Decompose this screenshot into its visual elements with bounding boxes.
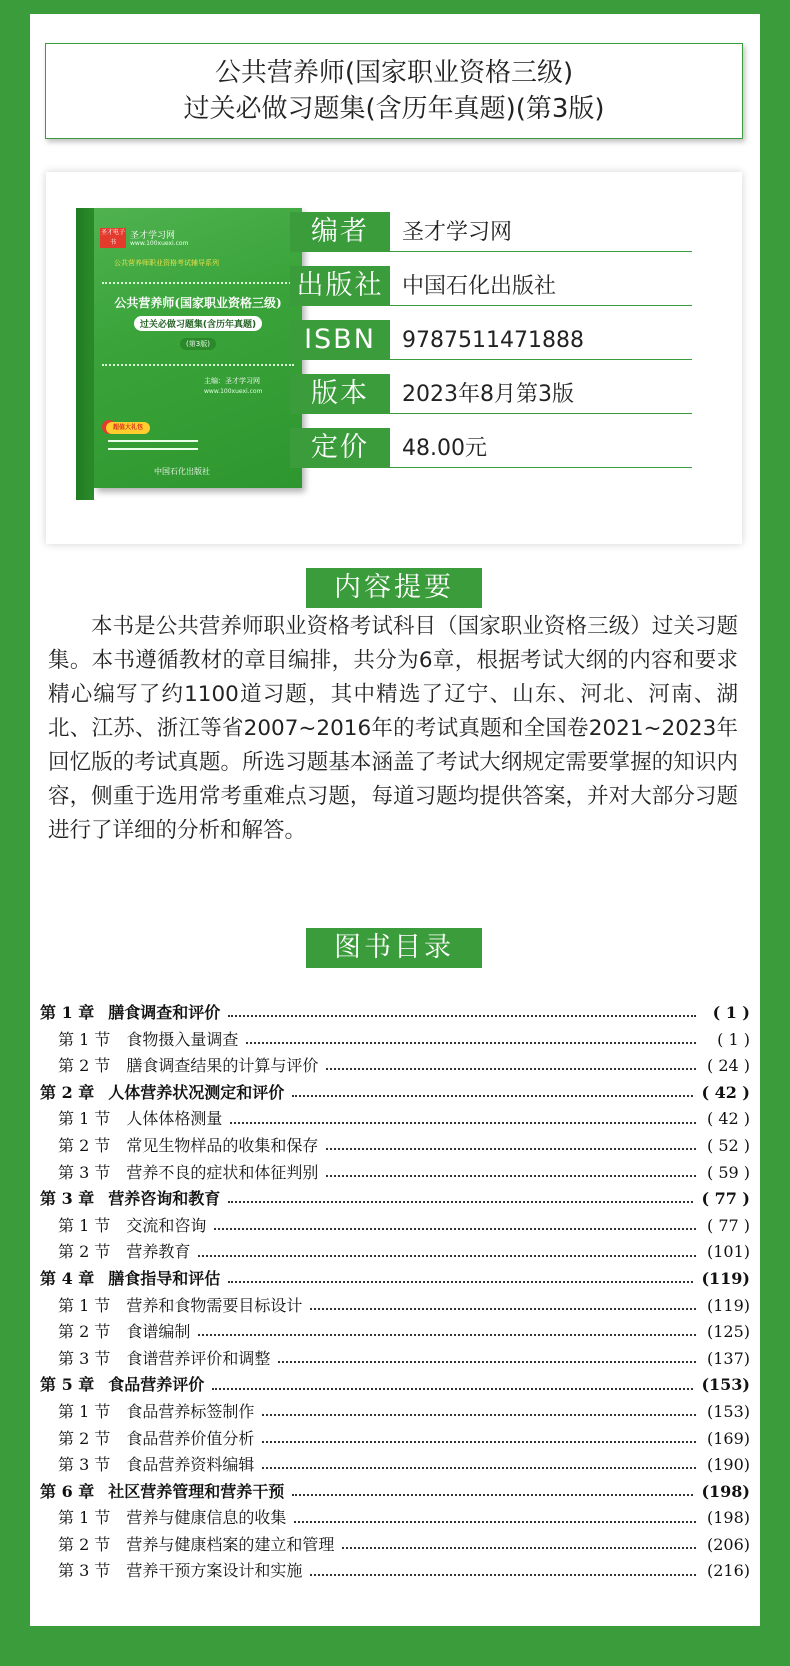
info-row-edition — [290, 374, 692, 414]
toc-leader-dots — [228, 1015, 696, 1017]
cover-decoration-lines — [108, 440, 198, 456]
toc-number: 第 1 节 — [58, 1215, 111, 1235]
toc-section-row — [40, 1319, 750, 1346]
toc-section-row — [40, 1053, 750, 1080]
toc-title: 膳食调查和评价 — [108, 1003, 221, 1022]
info-row-publisher — [290, 266, 692, 306]
toc-number: 第 2 节 — [58, 1242, 111, 1262]
title-line-2: 过关必做习题集(含历年真题)(第3版) — [183, 94, 605, 124]
cover-brand: 圣才学习网 — [130, 231, 176, 241]
toc-leader-dots — [262, 1467, 696, 1469]
toc-section-row — [40, 1399, 750, 1426]
toc-chapter-row — [40, 1266, 750, 1293]
toc-leader-dots — [326, 1068, 696, 1070]
title-line-1: 公共营养师(国家职业资格三级) — [214, 58, 574, 88]
toc-number: 第 1 节 — [58, 1109, 111, 1129]
cover-url: www.100xuexi.com — [204, 388, 263, 395]
toc-page-number: (119) — [701, 1268, 750, 1288]
toc-leader-dots — [228, 1201, 693, 1203]
toc-title: 食品营养价值分析 — [126, 1428, 255, 1448]
toc-number: 第 2 节 — [58, 1056, 111, 1076]
toc-page-number: (206) — [706, 1534, 750, 1554]
toc-section-row — [40, 1558, 750, 1585]
toc-title: 食谱营养评价和调整 — [126, 1348, 271, 1368]
toc-title: 膳食指导和评估 — [108, 1268, 221, 1288]
toc-section-row — [40, 1160, 750, 1187]
toc-leader-dots — [310, 1308, 696, 1310]
toc-title: 膳食调查结果的计算与评价 — [126, 1056, 319, 1076]
toc-leader-dots — [342, 1547, 696, 1549]
toc-leader-dots — [326, 1148, 696, 1150]
toc-leader-dots — [246, 1042, 696, 1044]
toc-number: 第 1 章 — [40, 1003, 95, 1022]
toc-number: 第 5 章 — [40, 1375, 95, 1395]
cover-series: 公共营养师职业资格考试辅导系列 — [114, 259, 219, 267]
info-label: 编者 — [290, 212, 390, 252]
toc-page-number: ( 77 ) — [701, 1189, 750, 1209]
toc-page-number: ( 42 ) — [701, 1082, 750, 1102]
toc-leader-dots — [278, 1361, 696, 1363]
cover-subtitle: 过关必做习题集(含历年真题) — [134, 316, 262, 331]
toc-number: 第 1 节 — [58, 1508, 111, 1528]
cover-gift-badge: 超值大礼包 — [106, 422, 150, 434]
toc-section-row — [40, 1426, 750, 1453]
toc-number: 第 3 节 — [58, 1561, 111, 1581]
toc-page-number: ( 59 ) — [706, 1162, 750, 1182]
summary-text: 本书是公共营养师职业资格考试科目（国家职业资格三级）过关习题集。本书遵循教材的章目编排，共分为6章，根据考试大纲的内容和要求精心编写了约1100道习题，其中精选了辽宁、山东、河北、河南、湖北、江苏、浙江等省2007~2016年的考试真题和全国卷2021~2023年回忆版的考试真题。所选习题基本涵盖了考试大纲规定需要掌握的知识内容，侧重于选用常考重难点习题，每道习题均提供答案，并对大部分习题进行了详细的分析和解答。 — [48, 614, 738, 843]
toc-leader-dots — [292, 1494, 693, 1496]
toc-chapter-row — [40, 1080, 750, 1107]
toc-title: 食物摄入量调查 — [126, 1029, 239, 1049]
table-of-contents — [40, 1000, 750, 1585]
toc-number: 第 6 章 — [40, 1481, 95, 1501]
toc-section-row — [40, 1532, 750, 1559]
toc-title: 营养不良的症状和体征判别 — [126, 1162, 319, 1182]
toc-number: 第 2 节 — [58, 1135, 111, 1155]
toc-section-row — [40, 1239, 750, 1266]
toc-number: 第 1 节 — [58, 1295, 111, 1315]
toc-number: 第 3 章 — [40, 1189, 95, 1209]
toc-number: 第 2 章 — [40, 1082, 95, 1102]
toc-number: 第 2 节 — [58, 1322, 111, 1342]
toc-section-row — [40, 1106, 750, 1133]
toc-heading: 图书目录 — [306, 928, 482, 968]
info-value: 中国石化出版社 — [402, 274, 557, 299]
toc-leader-dots — [230, 1122, 696, 1124]
toc-leader-dots — [198, 1334, 696, 1336]
toc-leader-dots — [214, 1228, 696, 1230]
toc-leader-dots — [262, 1441, 696, 1443]
page-title — [45, 43, 743, 139]
book-cover — [94, 208, 302, 488]
info-label: 版本 — [290, 374, 390, 414]
toc-title: 营养与健康信息的收集 — [126, 1508, 287, 1528]
toc-number: 第 1 节 — [58, 1029, 111, 1049]
toc-number: 第 2 节 — [58, 1428, 111, 1448]
toc-section-row — [40, 1505, 750, 1532]
cover-title: 公共营养师(国家职业资格三级) — [114, 296, 282, 310]
toc-title: 食品营养评价 — [108, 1375, 205, 1395]
book-info-card — [46, 172, 742, 544]
toc-page-number: ( 52 ) — [706, 1135, 750, 1155]
toc-number: 第 3 节 — [58, 1348, 111, 1368]
toc-number: 第 2 节 — [58, 1534, 111, 1554]
cover-editor: 主编：圣才学习网 — [204, 377, 260, 385]
toc-title: 人体体格测量 — [126, 1109, 223, 1129]
toc-chapter-row — [40, 1479, 750, 1506]
summary-heading: 内容提要 — [306, 568, 482, 608]
page-frame — [30, 14, 760, 1626]
toc-page-number: (190) — [706, 1455, 750, 1475]
toc-section-row — [40, 1133, 750, 1160]
toc-page-number: ( 1 ) — [712, 1003, 750, 1022]
toc-page-number: (198) — [701, 1481, 750, 1501]
toc-page-number: (101) — [706, 1242, 750, 1262]
toc-title: 食品营养资料编辑 — [126, 1455, 255, 1475]
toc-title: 食谱编制 — [126, 1322, 191, 1342]
toc-number: 第 3 节 — [58, 1162, 111, 1182]
toc-leader-dots — [292, 1095, 693, 1097]
toc-number: 第 1 节 — [58, 1401, 111, 1421]
toc-page-number: ( 42 ) — [706, 1109, 750, 1129]
toc-section-row — [40, 1213, 750, 1240]
toc-page-number: (137) — [706, 1348, 750, 1368]
toc-page-number: (153) — [706, 1401, 750, 1421]
toc-page-number: (198) — [706, 1508, 750, 1528]
toc-leader-dots — [198, 1255, 696, 1257]
toc-page-number: (125) — [706, 1322, 750, 1342]
toc-page-number: ( 77 ) — [706, 1215, 750, 1235]
toc-title: 交流和咨询 — [126, 1215, 207, 1235]
brand-logo: 圣才电子书 — [100, 229, 125, 246]
toc-section-row — [40, 1346, 750, 1373]
toc-section-row — [40, 1027, 750, 1054]
cover-title-band — [102, 282, 294, 366]
toc-leader-dots — [310, 1574, 696, 1576]
toc-title: 营养教育 — [126, 1242, 191, 1262]
info-label: 定价 — [290, 428, 390, 468]
toc-leader-dots — [212, 1388, 693, 1390]
book-info-list — [290, 212, 692, 482]
toc-title: 营养与健康档案的建立和管理 — [126, 1534, 335, 1554]
info-label: ISBN — [290, 320, 390, 360]
cover-edition: (第3版) — [180, 338, 216, 350]
toc-chapter-row — [40, 1186, 750, 1213]
toc-title: 常见生物样品的收集和保存 — [126, 1135, 319, 1155]
toc-title: 社区营养管理和营养干预 — [108, 1481, 285, 1501]
toc-page-number: ( 24 ) — [706, 1056, 750, 1076]
toc-title: 食品营养标签制作 — [126, 1401, 255, 1421]
book-spine — [76, 208, 94, 500]
info-row-editor — [290, 212, 692, 252]
book-cover-image — [76, 208, 306, 500]
cover-brand-url: www.100xuexi.com — [130, 240, 189, 247]
info-row-price — [290, 428, 692, 468]
toc-page-number: (119) — [706, 1295, 750, 1315]
toc-page-number: (153) — [701, 1375, 750, 1395]
info-value: 48.00元 — [402, 436, 487, 461]
toc-title: 营养咨询和教育 — [108, 1189, 221, 1209]
toc-section-row — [40, 1293, 750, 1320]
info-row-isbn — [290, 320, 692, 360]
toc-chapter-row — [40, 1372, 750, 1399]
toc-page-number: (216) — [706, 1561, 750, 1581]
toc-leader-dots — [262, 1414, 696, 1416]
toc-page-number: ( 1 ) — [717, 1029, 750, 1049]
cover-publisher: 中国石化出版社 — [154, 467, 210, 476]
toc-title: 营养干预方案设计和实施 — [126, 1561, 303, 1581]
toc-leader-dots — [294, 1521, 696, 1523]
toc-number: 第 3 节 — [58, 1455, 111, 1475]
toc-title: 人体营养状况测定和评价 — [108, 1082, 285, 1102]
toc-number: 第 4 章 — [40, 1268, 95, 1288]
toc-title: 营养和食物需要目标设计 — [126, 1295, 303, 1315]
info-label: 出版社 — [290, 266, 390, 306]
toc-page-number: (169) — [706, 1428, 750, 1448]
toc-section-row — [40, 1452, 750, 1479]
info-value: 圣才学习网 — [402, 220, 513, 245]
toc-leader-dots — [326, 1175, 696, 1177]
info-value: 9787511471888 — [402, 328, 584, 353]
toc-chapter-row — [40, 1000, 750, 1027]
toc-leader-dots — [228, 1281, 693, 1283]
info-value: 2023年8月第3版 — [402, 382, 574, 407]
